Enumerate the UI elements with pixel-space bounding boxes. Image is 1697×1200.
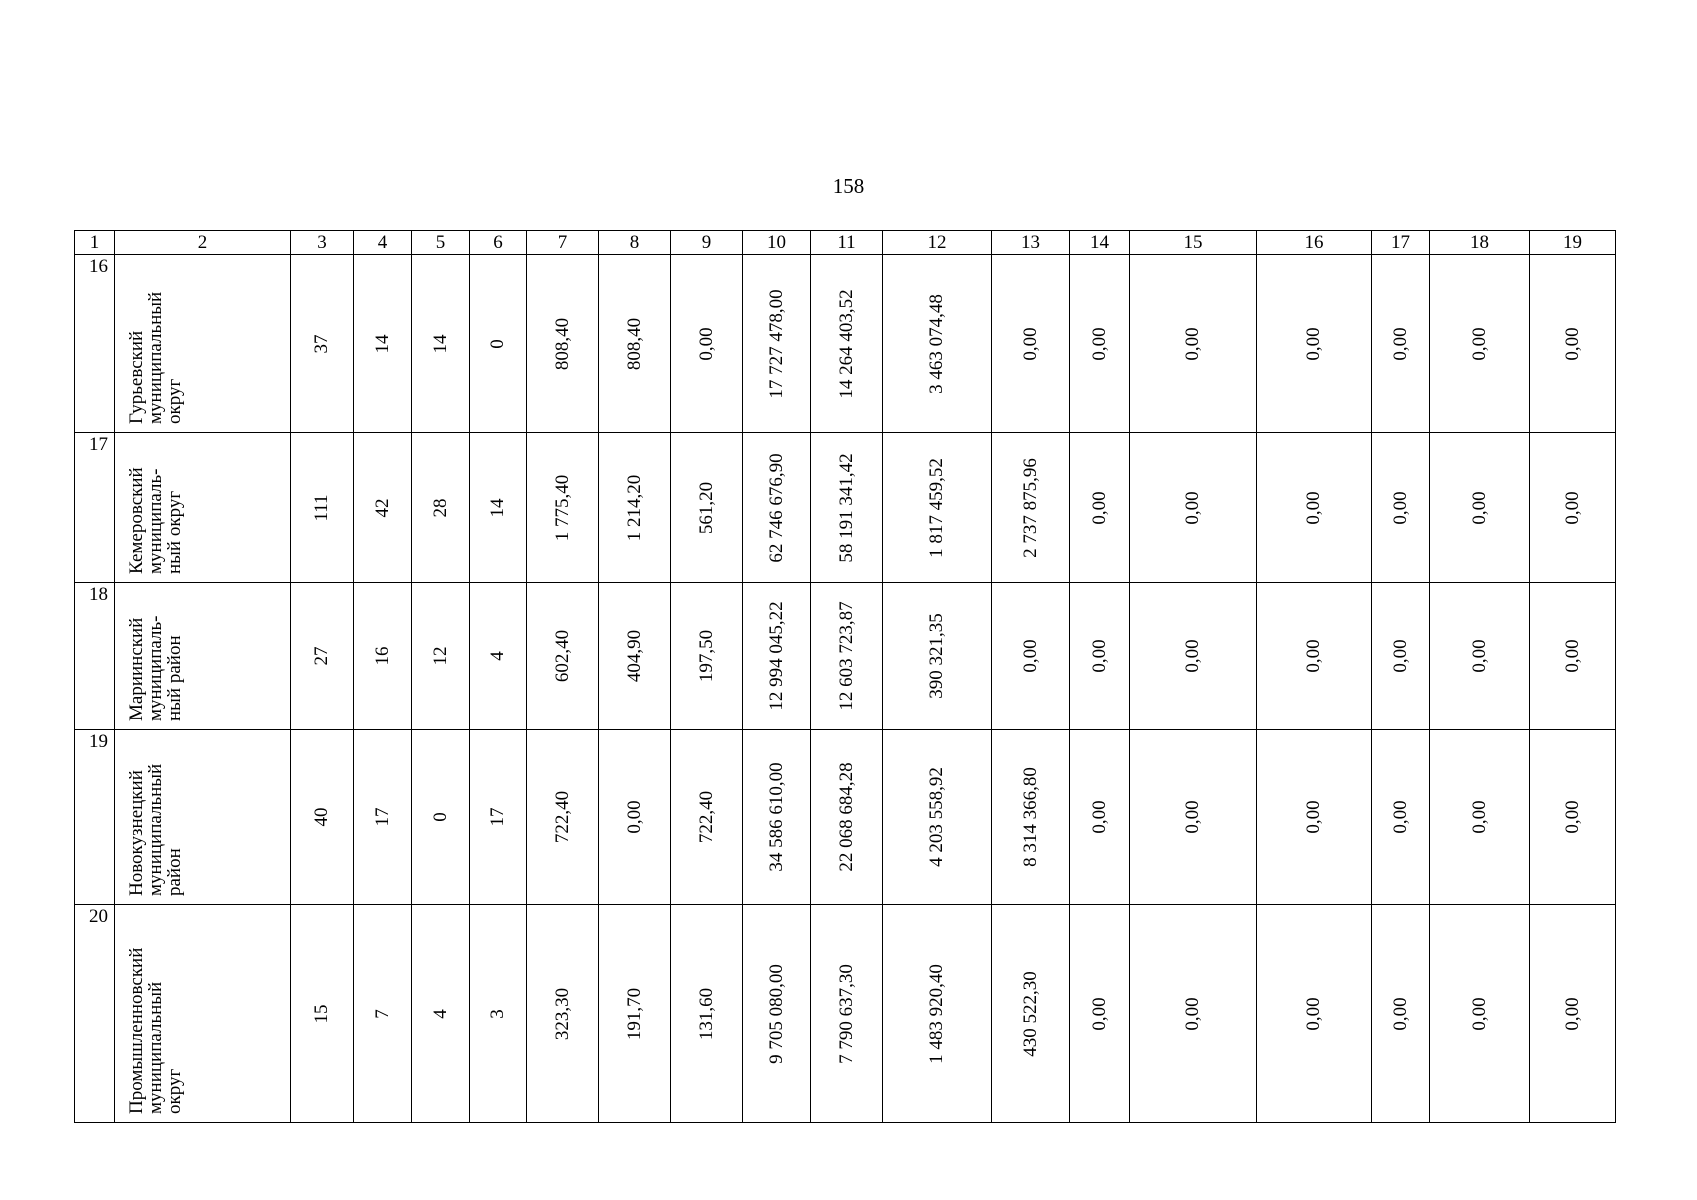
cell-value: 14 264 403,52 (835, 288, 857, 399)
column-header: 19 (1530, 231, 1616, 255)
row-number: 19 (89, 731, 108, 752)
cell-value: 561,20 (695, 481, 717, 534)
value-cell (1257, 433, 1372, 583)
cell-value: 808,40 (551, 317, 573, 370)
page-number: 158 (832, 174, 865, 198)
municipality-cell (115, 433, 291, 583)
value-cell (811, 433, 883, 583)
cell-value: 2 737 875,96 (1019, 457, 1041, 558)
cell-value: 40 (311, 807, 332, 827)
value-cell (743, 730, 811, 905)
cell-value: 58 191 341,42 (835, 452, 857, 563)
municipality-cell (115, 730, 291, 905)
value-cell (811, 255, 883, 433)
cell-value: 4 (487, 651, 508, 661)
cell-value: 0,00 (1088, 996, 1110, 1031)
cell-value: 0,00 (1088, 490, 1110, 525)
cell-value: 1 483 920,40 (926, 963, 947, 1064)
cell-value: 8 314 366,80 (1019, 767, 1041, 867)
column-header: 4 (354, 231, 412, 255)
table-row (75, 255, 1616, 433)
cell-value: 0 (429, 812, 451, 822)
cell-value: 722,40 (551, 790, 573, 844)
value-cell (1430, 583, 1530, 730)
column-header: 16 (1257, 231, 1372, 255)
value-cell (470, 583, 527, 730)
cell-value: 0,00 (1182, 996, 1203, 1031)
value-cell (412, 583, 470, 730)
value-cell (671, 583, 743, 730)
cell-value: 16 (371, 646, 393, 666)
cell-value: 0,00 (1182, 490, 1203, 525)
cell-value: 17 727 478,00 (765, 288, 787, 399)
value-cell (354, 905, 412, 1123)
cell-value: 131,60 (695, 987, 717, 1040)
data-table (74, 230, 1616, 1123)
value-cell (412, 433, 470, 583)
cell-value: 0,00 (1303, 996, 1324, 1031)
column-header: 14 (1070, 231, 1130, 255)
cell-value: 0,00 (1389, 800, 1411, 834)
cell-value: 62 746 676,90 (765, 452, 787, 563)
column-header: 5 (412, 231, 470, 255)
value-cell (743, 433, 811, 583)
cell-value: 0,00 (623, 800, 645, 834)
cell-value: 0,00 (1088, 326, 1110, 361)
value-cell (883, 583, 992, 730)
cell-value: 1 214,20 (623, 474, 645, 541)
value-cell (1070, 730, 1130, 905)
cell-value: 0,00 (1561, 996, 1583, 1031)
municipality-cell (115, 583, 291, 730)
value-cell (1130, 255, 1257, 433)
value-cell (1430, 730, 1530, 905)
cell-value: 0,00 (1019, 326, 1041, 361)
column-header: 12 (883, 231, 992, 255)
cell-value: 0,00 (1303, 490, 1324, 525)
cell-value: 0,00 (1182, 326, 1203, 361)
value-cell (599, 583, 671, 730)
value-cell (671, 905, 743, 1123)
value-cell (354, 433, 412, 583)
cell-value: 17 (487, 807, 508, 827)
municipality-cell (115, 905, 291, 1123)
table-row (75, 433, 1616, 583)
row-number-cell (75, 433, 115, 583)
cell-value: 0,00 (1561, 326, 1583, 361)
municipality-cell (115, 255, 291, 433)
cell-value: 0,00 (1468, 996, 1490, 1031)
value-cell (1257, 905, 1372, 1123)
value-cell (743, 583, 811, 730)
value-cell (470, 255, 527, 433)
cell-value: 14 (429, 334, 451, 353)
value-cell (992, 730, 1070, 905)
row-number-cell (75, 905, 115, 1123)
cell-value: 3 463 074,48 (926, 293, 947, 394)
cell-value: 4 203 558,92 (926, 767, 947, 867)
cell-value: 0,00 (1561, 490, 1583, 525)
cell-value: 15 (311, 1004, 332, 1023)
column-header: 2 (115, 231, 291, 255)
column-header: 10 (743, 231, 811, 255)
row-number-cell (75, 255, 115, 433)
cell-value: 390 321,35 (926, 613, 947, 699)
value-cell (291, 255, 354, 433)
value-cell (291, 905, 354, 1123)
value-cell (811, 583, 883, 730)
value-cell (811, 905, 883, 1123)
value-cell (992, 255, 1070, 433)
value-cell (1372, 255, 1430, 433)
value-cell (1070, 583, 1130, 730)
value-cell (1130, 730, 1257, 905)
value-cell (1372, 905, 1430, 1123)
value-cell (1257, 255, 1372, 433)
value-cell (470, 433, 527, 583)
value-cell (743, 905, 811, 1123)
cell-value: 191,70 (623, 987, 645, 1040)
header-row (75, 231, 1616, 255)
value-cell (354, 730, 412, 905)
value-cell (599, 255, 671, 433)
value-cell (599, 433, 671, 583)
cell-value: 0,00 (1389, 326, 1411, 361)
cell-value: 404,90 (623, 629, 645, 683)
cell-value: 0,00 (1303, 326, 1324, 361)
value-cell (291, 583, 354, 730)
cell-value: 0,00 (1468, 800, 1490, 834)
column-header: 15 (1130, 231, 1257, 255)
value-cell (1257, 583, 1372, 730)
cell-value: 0,00 (1182, 800, 1203, 834)
value-cell (412, 905, 470, 1123)
value-cell (1130, 433, 1257, 583)
row-number: 17 (89, 434, 108, 455)
value-cell (470, 905, 527, 1123)
cell-value: 12 (429, 646, 451, 666)
cell-value: 37 (311, 334, 332, 353)
column-header: 13 (992, 231, 1070, 255)
cell-value: 14 (371, 334, 393, 353)
cell-value: 22 068 684,28 (835, 762, 857, 872)
column-header: 11 (811, 231, 883, 255)
cell-value: 0,00 (1468, 490, 1490, 525)
value-cell (883, 433, 992, 583)
cell-value: 0,00 (1468, 326, 1490, 361)
value-cell (291, 730, 354, 905)
table-row (75, 905, 1616, 1123)
row-number: 20 (89, 906, 108, 927)
cell-value: 0,00 (1019, 639, 1041, 673)
cell-value: 17 (371, 807, 393, 827)
cell-value: 27 (311, 646, 332, 666)
cell-value: 1 775,40 (551, 474, 573, 541)
value-cell (992, 905, 1070, 1123)
value-cell (883, 255, 992, 433)
value-cell (671, 255, 743, 433)
value-cell (1372, 583, 1430, 730)
column-header: 1 (75, 231, 115, 255)
value-cell (1372, 730, 1430, 905)
cell-value: 0,00 (1389, 490, 1411, 525)
value-cell (527, 433, 599, 583)
cell-value: 1 817 459,52 (926, 457, 947, 558)
value-cell (1430, 905, 1530, 1123)
cell-value: 14 (487, 498, 508, 517)
column-header: 9 (671, 231, 743, 255)
value-cell (1130, 905, 1257, 1123)
value-cell (1530, 583, 1616, 730)
cell-value: 34 586 610,00 (765, 762, 787, 872)
cell-value: 0 (487, 338, 508, 349)
cell-value: 0,00 (1303, 639, 1324, 673)
value-cell (671, 730, 743, 905)
table-row (75, 730, 1616, 905)
value-cell (1070, 905, 1130, 1123)
cell-value: 3 (487, 1008, 508, 1019)
value-cell (671, 433, 743, 583)
value-cell (1372, 433, 1430, 583)
value-cell (992, 583, 1070, 730)
value-cell (470, 730, 527, 905)
row-number-cell (75, 730, 115, 905)
value-cell (527, 255, 599, 433)
cell-value: 0,00 (1561, 639, 1583, 673)
cell-value: 12 994 045,22 (765, 601, 787, 711)
value-cell (1530, 255, 1616, 433)
municipality-name: Новокузнецкий муниципальный район (126, 763, 185, 896)
value-cell (354, 583, 412, 730)
value-cell (291, 433, 354, 583)
value-cell (527, 905, 599, 1123)
value-cell (1430, 433, 1530, 583)
value-cell (743, 255, 811, 433)
value-cell (1070, 255, 1130, 433)
municipality-name: Промышленновский муниципальный округ (126, 947, 185, 1114)
cell-value: 0,00 (1389, 639, 1411, 673)
cell-value: 430 522,30 (1019, 970, 1041, 1057)
cell-value: 602,40 (551, 629, 573, 683)
cell-value: 808,40 (623, 317, 645, 370)
cell-value: 7 790 637,30 (835, 963, 857, 1064)
cell-value: 0,00 (1468, 639, 1490, 673)
value-cell (599, 905, 671, 1123)
value-cell (412, 730, 470, 905)
cell-value: 0,00 (1303, 800, 1324, 834)
value-cell (354, 255, 412, 433)
column-header: 17 (1372, 231, 1430, 255)
column-header: 18 (1430, 231, 1530, 255)
column-header: 8 (599, 231, 671, 255)
value-cell (1130, 583, 1257, 730)
municipality-name: Гурьевский муниципальный округ (126, 291, 185, 424)
cell-value: 323,30 (551, 987, 573, 1040)
value-cell (992, 433, 1070, 583)
cell-value: 42 (371, 498, 393, 517)
value-cell (599, 730, 671, 905)
cell-value: 12 603 723,87 (835, 601, 857, 711)
cell-value: 0,00 (1389, 996, 1411, 1031)
value-cell (412, 255, 470, 433)
value-cell (1530, 905, 1616, 1123)
value-cell (883, 730, 992, 905)
cell-value: 4 (429, 1008, 451, 1019)
value-cell (527, 730, 599, 905)
value-cell (1257, 730, 1372, 905)
cell-value: 0,00 (1088, 639, 1110, 673)
cell-value: 0,00 (1088, 800, 1110, 834)
value-cell (527, 583, 599, 730)
cell-value: 0,00 (695, 326, 717, 361)
value-cell (1070, 433, 1130, 583)
row-number: 16 (89, 256, 108, 277)
value-cell (811, 730, 883, 905)
cell-value: 722,40 (695, 790, 717, 844)
cell-value: 197,50 (695, 629, 717, 683)
cell-value: 7 (371, 1008, 393, 1019)
cell-value: 0,00 (1182, 639, 1203, 673)
column-header: 7 (527, 231, 599, 255)
value-cell (1430, 255, 1530, 433)
cell-value: 9 705 080,00 (765, 963, 787, 1064)
row-number: 18 (89, 584, 108, 605)
table-row (75, 583, 1616, 730)
value-cell (1530, 730, 1616, 905)
row-number-cell (75, 583, 115, 730)
municipality-name: Мариинский муниципаль- ный район (126, 615, 185, 721)
value-cell (1530, 433, 1616, 583)
cell-value: 0,00 (1561, 800, 1583, 834)
column-header: 6 (470, 231, 527, 255)
column-header: 3 (291, 231, 354, 255)
value-cell (883, 905, 992, 1123)
municipality-name: Кемеровский муниципаль- ный округ (126, 467, 185, 574)
cell-value: 28 (429, 498, 451, 517)
cell-value: 111 (311, 493, 332, 522)
